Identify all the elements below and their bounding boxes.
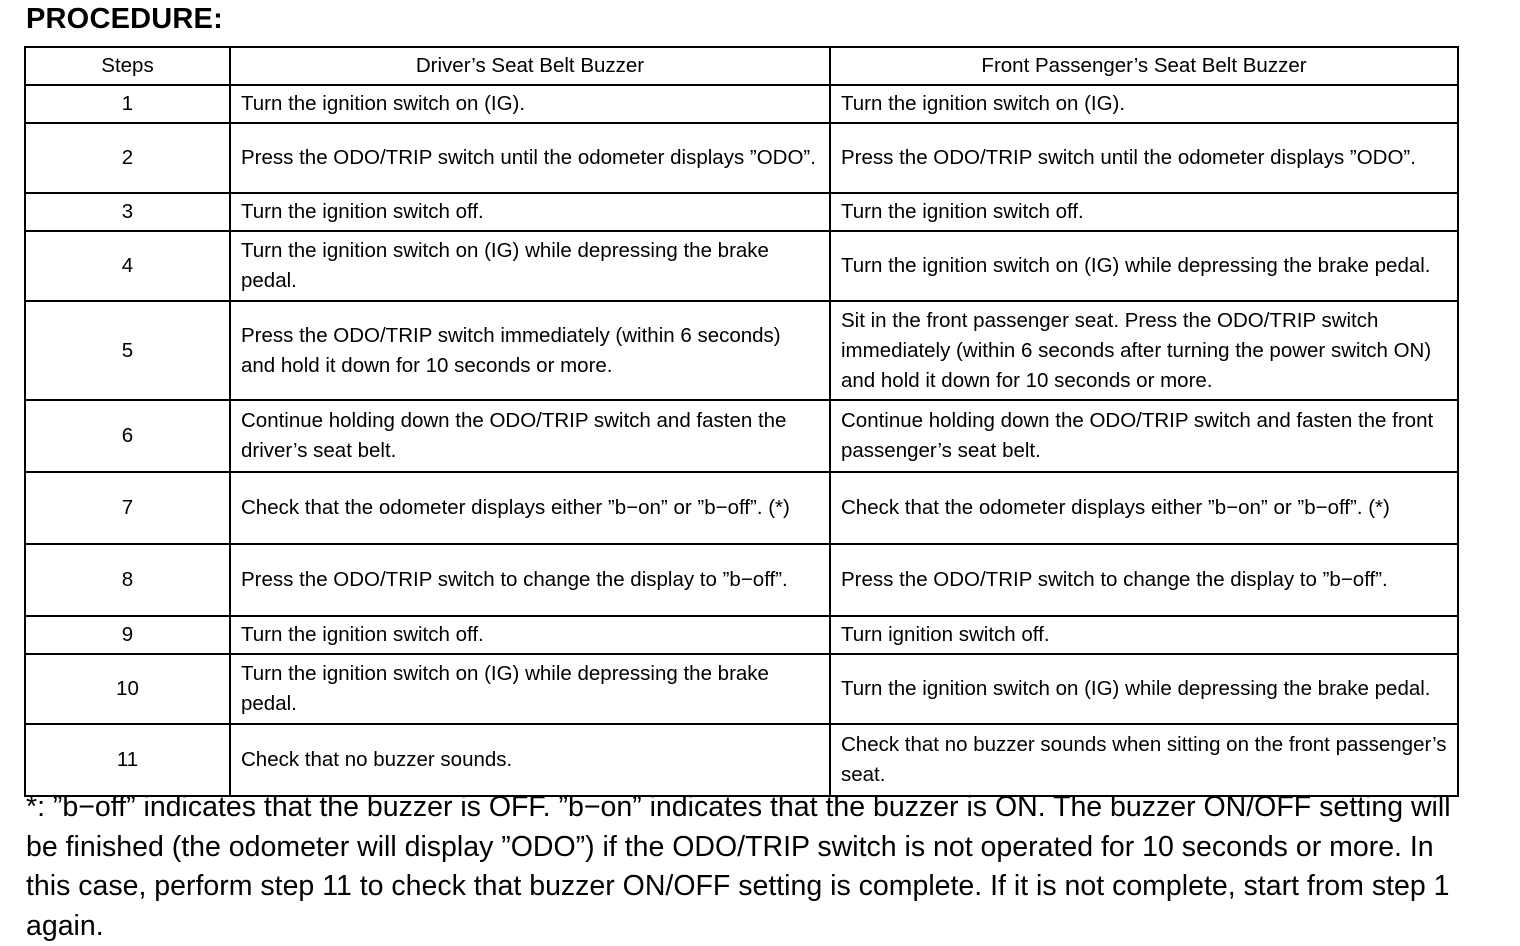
driver-cell: Press the ODO/TRIP switch to change the display to ”b−off”. (230, 544, 830, 616)
header-passenger: Front Passenger’s Seat Belt Buzzer (830, 47, 1458, 85)
passenger-cell: Turn the ignition switch off. (830, 193, 1458, 231)
step-number: 4 (25, 231, 230, 301)
step-number: 2 (25, 123, 230, 193)
header-steps: Steps (25, 47, 230, 85)
table-row (25, 301, 1458, 400)
table-row (25, 472, 1458, 544)
step-number: 10 (25, 654, 230, 724)
step-number: 9 (25, 616, 230, 654)
table-row (25, 400, 1458, 472)
driver-cell: Continue holding down the ODO/TRIP switch and fasten the driver’s seat belt. (230, 400, 830, 472)
passenger-cell: Check that no buzzer sounds when sitting on the front passenger’s seat. (830, 724, 1458, 796)
procedure-table (24, 46, 1459, 797)
driver-cell: Press the ODO/TRIP switch until the odometer displays ”ODO”. (230, 123, 830, 193)
passenger-cell: Turn ignition switch off. (830, 616, 1458, 654)
step-number: 8 (25, 544, 230, 616)
step-number: 5 (25, 301, 230, 400)
table-row (25, 544, 1458, 616)
table-row (25, 654, 1458, 724)
passenger-cell: Press the ODO/TRIP switch to change the display to ”b−off”. (830, 544, 1458, 616)
step-number: 11 (25, 724, 230, 796)
driver-cell: Turn the ignition switch on (IG) while depressing the brake pedal. (230, 231, 830, 301)
table-row (25, 85, 1458, 123)
step-number: 1 (25, 85, 230, 123)
step-number: 6 (25, 400, 230, 472)
table-row (25, 231, 1458, 301)
table-row (25, 123, 1458, 193)
driver-cell: Check that the odometer displays either ”b−on” or ”b−off”. (*) (230, 472, 830, 544)
passenger-cell: Turn the ignition switch on (IG). (830, 85, 1458, 123)
table-header-row (25, 47, 1458, 85)
table-row (25, 193, 1458, 231)
driver-cell: Turn the ignition switch on (IG). (230, 85, 830, 123)
table-row (25, 616, 1458, 654)
step-number: 3 (25, 193, 230, 231)
table-row (25, 724, 1458, 796)
passenger-cell: Turn the ignition switch on (IG) while depressing the brake pedal. (830, 231, 1458, 301)
driver-cell: Turn the ignition switch on (IG) while depressing the brake pedal. (230, 654, 830, 724)
passenger-cell: Turn the ignition switch on (IG) while depressing the brake pedal. (830, 654, 1458, 724)
driver-cell: Turn the ignition switch off. (230, 193, 830, 231)
driver-cell: Check that no buzzer sounds. (230, 724, 830, 796)
header-driver: Driver’s Seat Belt Buzzer (230, 47, 830, 85)
passenger-cell: Check that the odometer displays either ”b−on” or ”b−off”. (*) (830, 472, 1458, 544)
step-number: 7 (25, 472, 230, 544)
passenger-cell: Sit in the front passenger seat. Press the ODO/TRIP switch immediately (within 6 seconds after turning the power switch ON) and hold it down for 10 seconds or more. (830, 301, 1458, 400)
driver-cell: Press the ODO/TRIP switch immediately (within 6 seconds) and hold it down for 10 seconds or more. (230, 301, 830, 400)
passenger-cell: Continue holding down the ODO/TRIP switch and fasten the front passenger’s seat belt. (830, 400, 1458, 472)
passenger-cell: Press the ODO/TRIP switch until the odometer displays ”ODO”. (830, 123, 1458, 193)
page-heading: PROCEDURE: (26, 3, 223, 35)
driver-cell: Turn the ignition switch off. (230, 616, 830, 654)
footnote: *: ”b−off” indicates that the buzzer is OFF. ”b−on” indicates that the buzzer is ON. The buzzer ON/OFF setting will be finished (the odometer will display ”ODO”) if the ODO/TRIP switch is not operated for 10 seconds or more. In this case, perform step 11 to check that buzzer ON/OFF setting is complete. If it is not complete, start from step 1 again. (26, 791, 1451, 942)
